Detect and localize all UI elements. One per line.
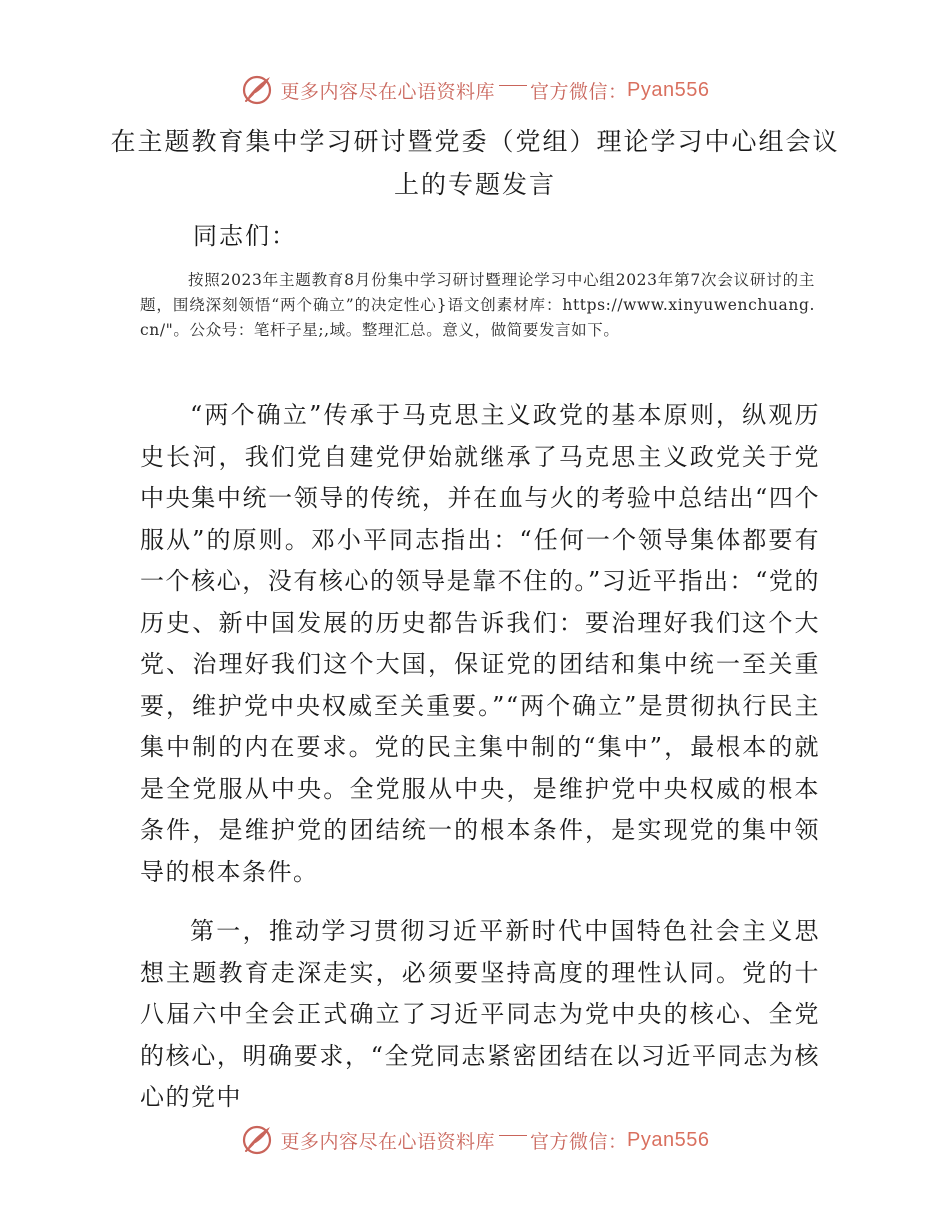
banner-dash: [499, 85, 527, 86]
banner-official: 官方微信: [530, 1130, 609, 1153]
banner-official: 官方微信: [530, 80, 609, 103]
document-title-line-2: 上的专题发言: [393, 170, 556, 199]
banner-handle: Pyan556: [627, 1128, 710, 1151]
body-paragraph-1: “两个确立”传承于马克思主义政党的基本原则，纵观历史长河，我们党自建党伊始就继承了马克思主义政党关于党中央集中统一领导的传统，并在血与火的考验中总结出“四个服从”的原则。邓小平同志指出：“任何一个领导集体都要有一个核心，没有核心的领导是靠不住的。”习近平指出：“党的历史、新中国发展的历史都告诉我们：要治理好我们这个大党、治理好我们这个大国，保证党的团结和集中统一至关重要，维护党中央权威至关重要。”“两个确立”是贯彻执行民主集中制的内在要求。党的民主集中制的“集中”，最根本的就是全党服从中央。全党服从中央，是维护党中央权威的根本条件，是维护党的团结统一的根本条件，是实现党的集中领导的根本条件。: [140, 401, 820, 886]
banner-handle: Pyan556: [627, 78, 710, 101]
quill-logo-icon: [240, 1123, 274, 1157]
header-watermark-banner: [0, 70, 950, 110]
banner-dash: [499, 1135, 527, 1136]
document-title-line-1: 在主题教育集中学习研讨暨党委（党组）理论学习中心组会议: [110, 127, 840, 156]
footer-watermark-banner: [0, 1120, 950, 1160]
greeting: 同志们：: [193, 222, 297, 250]
banner-text: 更多内容尽在心语资料库: [280, 1130, 495, 1153]
intro-paragraph: 按照2023年主题教育8月份集中学习研讨暨理论学习中心组2023年第7次会议研讨的主题，围绕深刻领悟“两个确立”的决定性心}语文创素材库：https://www.xinyuwenchuang.cn/"。公众号：笔杆子星;,域。整理汇总。意义，做简要发言如下。: [140, 271, 815, 339]
banner-text: 更多内容尽在心语资料库: [280, 80, 495, 103]
body-paragraph-2: 第一，推动学习贯彻习近平新时代中国特色社会主义思想主题教育走深走实，必须要坚持高度的理性认同。党的十八届六中全会正式确立了习近平同志为党中央的核心、全党的核心，明确要求，“全党同志紧密团结在以习近平同志为核心的党中: [140, 917, 820, 1111]
banner-separator: ：: [608, 1130, 628, 1153]
banner-separator: ：: [608, 80, 628, 103]
quill-logo-icon: [240, 73, 274, 107]
